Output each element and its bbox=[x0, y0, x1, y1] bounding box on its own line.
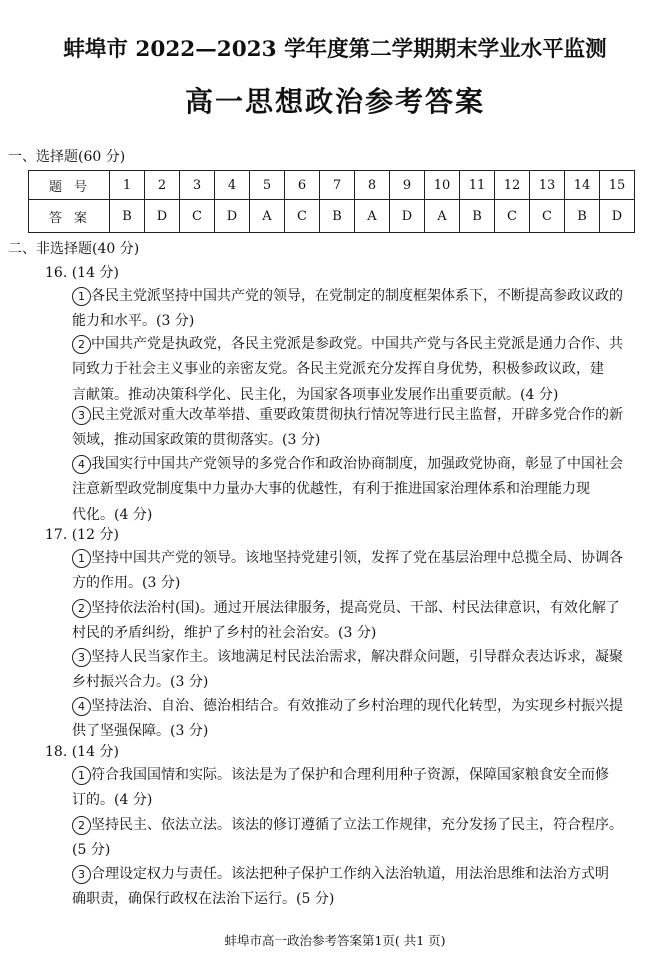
text-line: 能力和水平。(3 分) bbox=[72, 313, 195, 330]
table-cell: B bbox=[460, 200, 495, 233]
table-cell: 9 bbox=[390, 171, 425, 200]
q17-item-3 bbox=[72, 645, 657, 696]
row-label-numbers: 题号 bbox=[29, 171, 110, 200]
item-number-circle: 3 bbox=[72, 648, 91, 667]
table-cell: C bbox=[285, 200, 320, 233]
text-line: 言献策。推动决策科学化、民主化，为国家各项事业发展作出重要贡献。(4 分) bbox=[72, 386, 559, 403]
document-subtitle: 高一思想政治参考答案 bbox=[184, 85, 485, 118]
text-line: 注意新型政党制度集中力量办大事的优越性，有利于推进国家治理体系和治理能力现 bbox=[72, 481, 590, 498]
table-cell: D bbox=[145, 200, 180, 233]
text-line: 方的作用。(3 分) bbox=[72, 575, 181, 592]
text-line: 坚持民主、依法立法。该法的修订遵循了立法工作规律，充分发扬了民主，符合程序。 bbox=[91, 817, 623, 833]
question-17-heading: 17. (12 分) bbox=[45, 527, 119, 543]
table-cell: D bbox=[600, 200, 635, 233]
text-line: 坚持中国共产党的领导。该地坚持党建引领，发挥了党在基层治理中总揽全局、协调各 bbox=[91, 550, 623, 566]
item-number-circle: 2 bbox=[72, 816, 91, 835]
item-number-circle: 1 bbox=[72, 549, 91, 568]
table-cell: 5 bbox=[250, 171, 285, 200]
q18-item-2 bbox=[72, 813, 657, 864]
row-label-answers: 答案 bbox=[29, 200, 110, 233]
table-cell: 13 bbox=[530, 171, 565, 200]
table-cell: 11 bbox=[460, 171, 495, 200]
text-line: 民主党派对重大改革举措、重要政策贯彻执行情况等进行民主监督，开辟多党合作的新 bbox=[91, 407, 623, 423]
item-number-circle: 3 bbox=[72, 406, 91, 425]
table-cell: D bbox=[215, 200, 250, 233]
table-row-answers bbox=[29, 200, 635, 233]
table-cell: 14 bbox=[565, 171, 600, 200]
text-line: 中国共产党是执政党，各民主党派是参政党。中国共产党与各民主党派是通力合作、共 bbox=[91, 336, 623, 352]
question-16-heading: 16. (14 分) bbox=[45, 265, 119, 281]
table-cell: 8 bbox=[355, 171, 390, 200]
text-line: 代化。(4 分) bbox=[72, 506, 153, 523]
table-cell: A bbox=[425, 200, 460, 233]
text-line: 同致力于社会主义事业的亲密友党。各民主党派充分发挥自身优势，积极参政议政，建 bbox=[72, 361, 604, 378]
table-cell: 12 bbox=[495, 171, 530, 200]
item-number-circle: 1 bbox=[72, 766, 91, 785]
q16-item-4 bbox=[72, 452, 657, 528]
text-line: 村民的矛盾纠纷，维护了乡村的社会治安。(3 分) bbox=[72, 625, 377, 642]
table-cell: 10 bbox=[425, 171, 460, 200]
text-line: 符合我国国情和实际。该法是为了保护和合理利用种子资源，保障国家粮食安全而修 bbox=[91, 767, 609, 783]
text-line: 订的。(4 分) bbox=[72, 792, 153, 809]
q16-item-1 bbox=[72, 284, 657, 335]
table-cell: 15 bbox=[600, 171, 635, 200]
text-line: 坚持依法治村(国)。通过开展法律服务，提高党员、干部、村民法律意识，有效化解了 bbox=[91, 600, 620, 616]
text-line: 合理设定权力与责任。该法把种子保护工作纳入法治轨道，用法治思维和法治方式明 bbox=[91, 866, 609, 882]
table-cell: 4 bbox=[215, 171, 250, 200]
table-cell: B bbox=[565, 200, 600, 233]
item-number-circle: 1 bbox=[72, 287, 91, 306]
table-cell: C bbox=[495, 200, 530, 233]
table-cell: C bbox=[180, 200, 215, 233]
text-line: 领域，推动国家政策的贯彻落实。(3 分) bbox=[72, 432, 321, 449]
q17-item-4 bbox=[72, 694, 657, 745]
table-cell: B bbox=[110, 200, 145, 233]
table-cell: A bbox=[250, 200, 285, 233]
q16-item-2 bbox=[72, 332, 657, 408]
table-cell: 3 bbox=[180, 171, 215, 200]
text-line: 坚持法治、自治、德治相结合。有效推动了乡村治理的现代化转型，为实现乡村振兴提 bbox=[91, 698, 623, 714]
q18-item-1 bbox=[72, 763, 657, 814]
table-cell: 1 bbox=[110, 171, 145, 200]
text-line: 乡村振兴合力。(3 分) bbox=[72, 674, 209, 691]
text-line: 确职责，确保行政权在法治下运行。(5 分) bbox=[72, 891, 335, 908]
page-footer: 蚌埠市高一政治参考答案第1页( 共1 页) bbox=[224, 933, 446, 948]
text-line: (5 分) bbox=[72, 842, 111, 859]
table-cell: 6 bbox=[285, 171, 320, 200]
table-cell: 2 bbox=[145, 171, 180, 200]
table-row-numbers bbox=[29, 171, 635, 200]
q18-item-3 bbox=[72, 862, 657, 913]
table-cell: C bbox=[530, 200, 565, 233]
text-line: 我国实行中国共产党领导的多党合作和政治协商制度，加强政党协商，彰显了中国社会 bbox=[91, 456, 623, 472]
table-cell: 7 bbox=[320, 171, 355, 200]
table-cell: B bbox=[320, 200, 355, 233]
table-cell: D bbox=[390, 200, 425, 233]
text-line: 坚持人民当家作主。该地满足村民法治需求，解决群众问题，引导群众表达诉求，凝聚 bbox=[91, 649, 623, 665]
item-number-circle: 2 bbox=[72, 335, 91, 354]
q16-item-3 bbox=[72, 403, 657, 454]
table-cell: A bbox=[355, 200, 390, 233]
q17-item-2 bbox=[72, 596, 657, 647]
answer-table bbox=[28, 170, 635, 233]
item-number-circle: 4 bbox=[72, 455, 91, 474]
item-number-circle: 2 bbox=[72, 599, 91, 618]
section-2-heading: 二、非选择题(40 分) bbox=[8, 241, 140, 257]
item-number-circle: 4 bbox=[72, 697, 91, 716]
text-line: 供了坚强保障。(3 分) bbox=[72, 723, 209, 740]
question-18-heading: 18. (14 分) bbox=[45, 744, 119, 760]
item-number-circle: 3 bbox=[72, 865, 91, 884]
section-1-heading: 一、选择题(60 分) bbox=[8, 149, 126, 165]
text-line: 各民主党派坚持中国共产党的领导，在党制定的制度框架体系下，不断提高参政议政的 bbox=[91, 288, 623, 304]
document-title: 蚌埠市 2022—2023 学年度第二学期期末学业水平监测 bbox=[63, 37, 607, 62]
q17-item-1 bbox=[72, 546, 657, 597]
